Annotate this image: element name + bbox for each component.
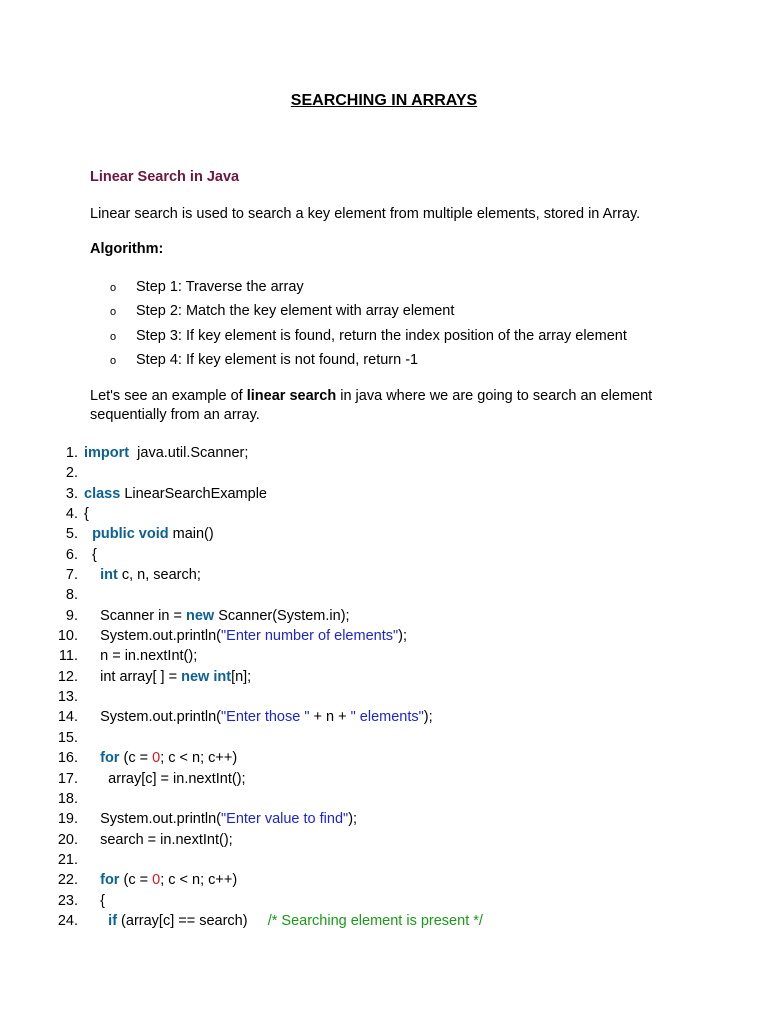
code-token: System.out.println( <box>84 628 221 645</box>
code-keyword: public void <box>92 526 169 543</box>
code-line <box>0 748 483 768</box>
code-keyword: if <box>108 912 118 929</box>
line-number: 14. <box>57 709 78 726</box>
code-keyword: class <box>84 485 121 502</box>
code-token: ); <box>398 628 407 645</box>
line-number: 10. <box>57 628 78 645</box>
code-token: main() <box>168 526 214 543</box>
bullet-icon: o <box>110 330 117 343</box>
line-number: 5. <box>65 526 78 543</box>
code-token: array[c] = in.nextInt(); <box>84 770 246 787</box>
code-line <box>0 687 483 707</box>
code-line <box>0 443 483 463</box>
code-text <box>84 809 357 829</box>
line-number: 9. <box>65 607 78 624</box>
code-token: LinearSearchExample <box>120 485 267 502</box>
code-line <box>0 484 483 504</box>
code-text <box>84 626 407 646</box>
code-string: " elements" <box>350 709 424 726</box>
line-number: 16. <box>57 750 78 767</box>
line-number: 18. <box>57 790 78 807</box>
list-item <box>110 328 627 352</box>
code-comment: /* Searching element is present */ <box>267 912 483 929</box>
line-number: 13. <box>57 689 78 706</box>
code-token: (array[c] == search) <box>117 912 268 929</box>
code-token: int array[ ] = <box>84 668 182 685</box>
line-number: 4. <box>65 506 78 523</box>
code-token: search = in.nextInt(); <box>84 831 233 848</box>
code-line <box>0 870 483 890</box>
code-token <box>84 913 108 929</box>
bullet-icon: o <box>110 282 117 294</box>
algorithm-steps-list <box>110 279 627 376</box>
line-number: 2. <box>65 465 78 482</box>
code-text <box>84 748 237 768</box>
code-text <box>84 911 483 931</box>
line-number: 15. <box>57 729 78 746</box>
code-token: System.out.println( <box>84 709 221 726</box>
code-text <box>84 606 350 626</box>
step-text: Step 2: Match the key element with array element <box>136 303 455 320</box>
code-line <box>0 789 483 809</box>
code-token: c, n, search; <box>117 567 201 584</box>
code-token: (c = <box>119 872 153 889</box>
code-token: ; c < n; c++) <box>160 750 238 767</box>
algorithm-label: Algorithm: <box>90 241 164 257</box>
code-number: 0 <box>152 750 161 767</box>
code-text <box>84 667 251 687</box>
code-token <box>84 872 100 888</box>
code-token: Scanner in = <box>84 607 186 624</box>
line-number: 8. <box>65 587 78 604</box>
example-text-bold: linear search <box>246 388 337 404</box>
code-string: "Enter number of elements" <box>221 628 399 645</box>
line-number: 24. <box>57 912 78 929</box>
code-string: "Enter those " <box>221 709 310 726</box>
code-keyword: new <box>185 607 215 624</box>
code-token: System.out.println( <box>84 811 221 828</box>
code-text <box>84 443 248 463</box>
example-paragraph <box>90 387 690 425</box>
line-number: 21. <box>57 851 78 868</box>
code-text <box>84 504 89 524</box>
line-number: 17. <box>57 770 78 787</box>
code-text <box>84 707 433 727</box>
list-item <box>110 279 627 303</box>
code-keyword: for <box>100 872 120 889</box>
code-line <box>0 769 483 789</box>
code-keyword: import <box>84 445 130 461</box>
line-number: 6. <box>65 546 78 563</box>
code-text <box>84 545 97 565</box>
code-line <box>0 911 483 931</box>
code-number: 0 <box>152 872 161 889</box>
code-token: ; c < n; c++) <box>160 872 238 889</box>
line-number: 19. <box>57 811 78 828</box>
code-keyword: new int <box>181 668 232 685</box>
code-token: { <box>84 892 105 909</box>
code-keyword: int <box>100 567 118 584</box>
code-text <box>84 524 214 544</box>
code-token <box>84 526 92 542</box>
code-text <box>84 870 237 890</box>
code-line <box>0 524 483 544</box>
code-token: n = in.nextInt(); <box>84 648 198 665</box>
code-text <box>84 484 267 504</box>
code-token: ); <box>348 811 358 828</box>
code-text <box>84 769 246 789</box>
line-number: 20. <box>57 831 78 848</box>
page-title: SEARCHING IN ARRAYS <box>290 92 478 109</box>
line-number: 22. <box>57 872 78 889</box>
code-token: ); <box>423 709 433 726</box>
line-number: 12. <box>57 668 78 685</box>
code-line <box>0 830 483 850</box>
code-line <box>0 606 483 626</box>
code-token: Scanner(System.in); <box>214 607 350 624</box>
code-listing <box>0 443 483 931</box>
code-keyword: for <box>100 750 120 767</box>
code-token <box>84 750 100 766</box>
line-number: 11. <box>58 648 78 665</box>
section-heading: Linear Search in Java <box>90 169 240 185</box>
code-line <box>0 891 483 911</box>
code-line <box>0 565 483 585</box>
list-item <box>110 352 627 376</box>
code-line <box>0 707 483 727</box>
code-text <box>84 646 197 666</box>
bullet-icon: o <box>110 306 117 319</box>
code-line <box>0 463 483 483</box>
line-number: 3. <box>65 485 78 502</box>
line-number: 7. <box>65 567 78 584</box>
code-token: { <box>84 506 89 523</box>
code-line <box>0 809 483 829</box>
list-item <box>110 303 627 327</box>
code-line <box>0 728 483 748</box>
code-line <box>0 545 483 565</box>
code-token: + n + <box>309 709 351 726</box>
code-line <box>0 504 483 524</box>
code-line <box>0 626 483 646</box>
code-token: (c = <box>119 750 153 767</box>
example-text-after: in java where we are going to search an element sequentially from an array. <box>90 388 653 423</box>
bullet-icon: o <box>110 354 117 367</box>
step-text: Step 1: Traverse the array <box>136 279 304 295</box>
example-text-before: Let's see an example of <box>90 388 247 404</box>
code-token <box>84 567 100 583</box>
step-text: Step 4: If key element is not found, return -1 <box>136 351 419 368</box>
code-line <box>0 850 483 870</box>
line-number: 23. <box>57 892 78 909</box>
intro-paragraph: Linear search is used to search a key element from multiple elements, stored in Array. <box>90 206 641 222</box>
code-line <box>0 667 483 687</box>
code-line <box>0 646 483 666</box>
code-token: { <box>84 546 97 563</box>
code-text <box>84 565 201 585</box>
code-text <box>84 891 105 911</box>
code-line <box>0 585 483 605</box>
code-token: java.util.Scanner; <box>129 445 249 461</box>
step-text: Step 3: If key element is found, return the index position of the array element <box>136 327 627 344</box>
line-number: 1. <box>65 445 78 461</box>
code-token: [n]; <box>231 668 252 685</box>
code-string: "Enter value to find" <box>221 811 349 828</box>
code-text <box>84 830 233 850</box>
